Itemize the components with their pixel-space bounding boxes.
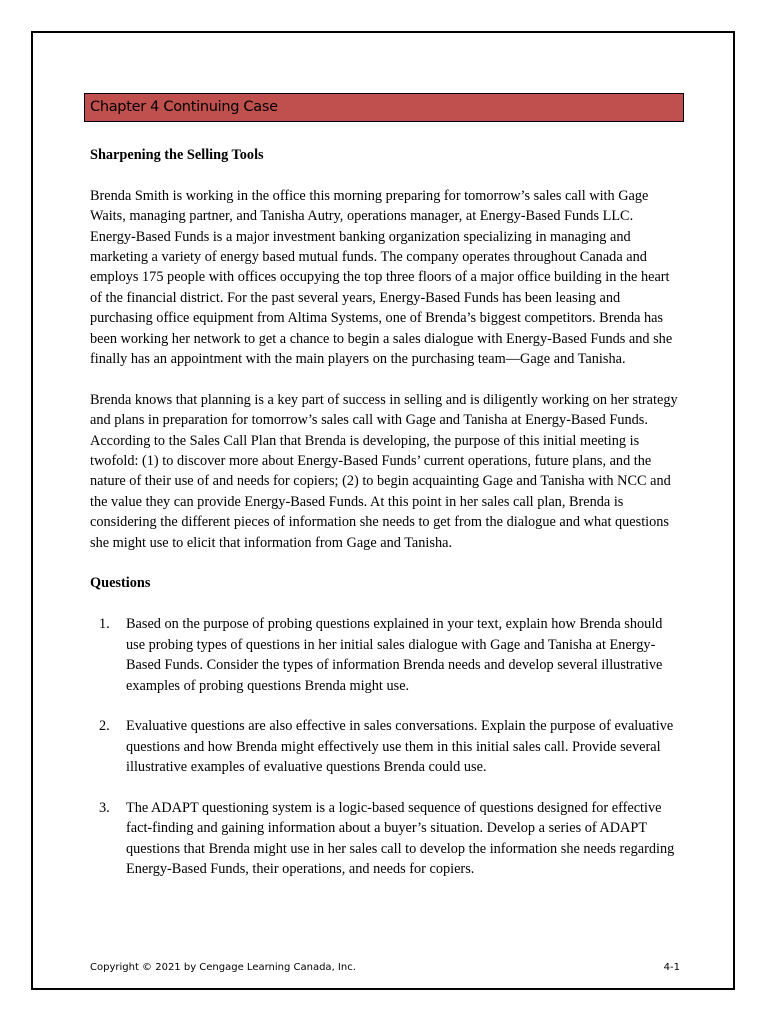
question-number: 1.: [99, 616, 110, 633]
question-number: 3.: [99, 799, 110, 816]
question-text: The ADAPT questioning system is a logic-based sequence of questions designed for effective fact-finding and gaining information about a buyer’s situation. Develop a series of ADAPT questions that Brenda might use in her sales call to develop the information she needs regarding Energy-Based Funds, their operations, and needs for copiers.: [126, 799, 675, 878]
copyright-notice: Copyright © 2021 by Cengage Learning Canada, Inc.: [90, 962, 356, 973]
question-text: Based on the purpose of probing questions explained in your text, explain how Brenda should use probing types of questions in her initial sales dialogue with Gage and Tanisha at Energy-Based Funds. Consider the types of information Brenda needs and develop several illustrative examples of probing questions Brenda might use.: [126, 616, 663, 694]
question-item-2: [90, 716, 682, 777]
case-title: Sharpening the Selling Tools: [90, 147, 264, 163]
question-text: Evaluative questions are also effective in sales conversations. Explain the purpose of evaluative questions and how Brenda might effectively use them in this initial sales call. Provide several illustrative examples of evaluative questions Brenda could use.: [126, 718, 674, 776]
questions-heading: Questions: [90, 575, 151, 592]
question-number: 2.: [99, 718, 110, 735]
chapter-title-bar: [84, 93, 684, 122]
question-item-1: [90, 614, 682, 696]
question-item-3: [90, 798, 682, 880]
chapter-title: Chapter 4 Continuing Case: [90, 99, 278, 115]
paragraph-planning: Brenda knows that planning is a key part of success in selling and is diligently working on her strategy and plans in preparation for tomorrow’s sales call with Gage and Tanisha at Energy-Based Funds. According to the Sales Call Plan that Brenda is developing, the purpose of this initial meeting is twofold: (1) to discover more about Energy-Based Funds’ current operations, future plans, and the nature of their use of and needs for copiers; (2) to begin acquainting Gage and Tanisha with NCC and the value they can provide Energy-Based Funds. At this point in her sales call plan, Brenda is considering the different pieces of information she needs to get from the dialogue and what questions she might use to elicit that information from Gage and Tanisha.: [90, 391, 678, 551]
document-body: [90, 145, 682, 880]
questions-list: [90, 614, 682, 879]
paragraph-intro: Brenda Smith is working in the office this morning preparing for tomorrow’s sales call with Gage Waits, managing partner, and Tanisha Autry, operations manager, at Energy-Based Funds LLC. Energy-Based Funds is a major investment banking organization specializing in managing and marketing a variety of energy based mutual funds. The company operates throughout Canada and employs 175 people with offices occupying the top three floors of a major office building in the heart of the financial district. For the past several years, Energy-Based Funds has been leasing and purchasing office equipment from Altima Systems, one of Brenda’s biggest competitors. Brenda has been working her network to get a chance to begin a sales dialogue with Energy-Based Funds and she finally has an appointment with the main players on the purchasing team—Gage and Tanisha.: [90, 187, 673, 368]
page-number: 4-1: [663, 962, 680, 973]
